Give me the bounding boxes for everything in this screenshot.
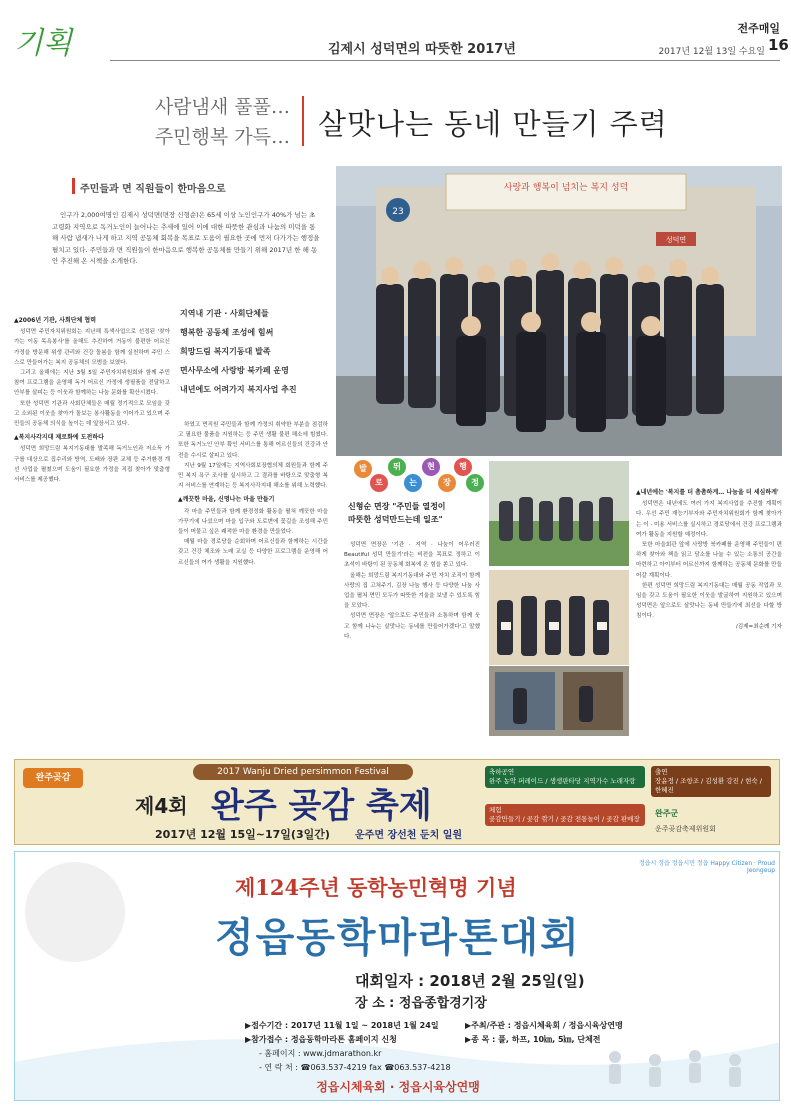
festival-name: 완주 곶감 축제: [211, 786, 432, 826]
summary-line: 면사무소에 사랑방 북카페 운영: [180, 366, 289, 375]
festival-english-title: 2017 Wanju Dried persimmon Festival: [193, 764, 413, 780]
marathon-footer: 정읍시체육회 · 정읍시육상연맹: [316, 1080, 480, 1094]
column-paragraph: 성덕면 희망드림 복지기동대를 발족해 독거노인과 저소득 가구를 대상으로 집수리와 방역, 도배와 장판 교체 등 주거환경 개선 사업을 펼쳤으며 도움이 필요한 가정을 직접 찾아가 맞춤형 서비스를 제공했다.: [14, 446, 170, 484]
slogan-bubble: 현: [422, 458, 440, 476]
marathon-advertisement: [14, 851, 780, 1101]
page-number: 16: [768, 36, 789, 54]
marathon-homepage: - 홈페이지 : www.jdmarathon.kr: [259, 1049, 382, 1058]
slogan-bubble: 행: [454, 458, 472, 476]
interview-title-line: 신형순 면장 "주민들 열정이: [348, 502, 446, 511]
main-photo: [336, 166, 782, 456]
headline-subtitle: [140, 92, 290, 152]
marathon-registration-method: ▶참가접수 : 정읍동학마라톤 홈페이지 신청: [245, 1035, 397, 1044]
lead-paragraph: 인구가 2,000여명인 김제시 성덕면(면장 신형순)은 65세 이상 노인인구가 40%가 넘는 초고령화 지역으로 독거노인이 늘어나는 추세에 있어 이에 대한 따뜻한 관심과 나눔의 미덕을 통해 사람 냄새가 나게 하고 지역 공동체 회복을 목표로 도움이 필요한 곳에 먼저 다가가는 행정을 펼치고 있다. 주민들과 면 직원들이 한마음으로 행복한 공동체를 만들기 위해 2017년 한 해 동안 추진해 온 시책을 소개한다.: [52, 211, 320, 265]
article-column-1: [14, 312, 170, 752]
marathon-title: 정읍동학마라톤대회: [215, 915, 581, 961]
headline: 살맛나는 동네 만들기 주력: [318, 107, 668, 141]
festival-program-1: [485, 766, 645, 788]
photo-certificates: [489, 570, 629, 665]
summary-box: [180, 304, 322, 399]
byline: /김제=최순례 기자: [735, 623, 782, 630]
interview-title: [348, 500, 468, 526]
marathon-host: ▶주최/주관 : 정읍시체육회 / 정읍시육상연맹: [465, 1021, 623, 1030]
festival-advertisement: [14, 759, 780, 845]
summary-line: 지역내 기관 · 사회단체들: [180, 309, 269, 318]
subtitle-line-2: 주민행복 가득…: [154, 126, 290, 148]
article-column-2: [178, 420, 328, 750]
marathon-events: ▶종 목 : 풀, 하프, 10㎞, 5㎞, 단체전: [465, 1035, 601, 1044]
page-header: [0, 0, 791, 64]
program-text: 곶감만들기 / 곶감 깎기 / 곶감 전통놀이 / 곶감 판매장: [489, 815, 640, 823]
festival-edition: 제4회: [135, 794, 188, 818]
slogan-bubble: 는: [404, 474, 422, 492]
program-tag: 축하공연: [489, 768, 515, 776]
issue-date: 2017년 12월 13일 수요일: [658, 47, 765, 57]
column-paragraph: 그리고 올해에는 지난 3월 5일 주민자치위원회와 함께 주민 참여 프로그램을 운영해 독거 어르신 가정에 생필품을 전달하고 안부를 살피는 등 이웃과 함께하는 나눔 문화를 확산시켰다.: [14, 370, 170, 397]
column-paragraph: 한편 성덕면 희망드림 복지기동대는 매월 공동 작업과 모임을 갖고 도움이 필요한 이웃을 발굴하여 지원하고 있으며 성덕면은 앞으로도 살맛나는 동네 만들기에 최선을 다할 방침이다.: [636, 582, 782, 620]
article-column-4: [636, 484, 782, 752]
festival-program-3: [485, 804, 645, 826]
banner-text: 사랑과 행복이 넘치는 복지 성덕: [503, 183, 629, 193]
column-paragraph: 성덕면 면장은 '앞으로도 주민들과 소통하며 함께 웃고 함께 나누는 살맛나는 동네를 만들어가겠다'고 말했다.: [344, 613, 480, 640]
program-text: 완주 농악 퍼레이드 / 생생판타당 지역가수 노래자랑: [489, 777, 636, 785]
address-number: 23: [392, 207, 404, 217]
column-subheading: ▲2006년 기관, 사회단체 협력: [14, 317, 97, 324]
column-paragraph: 하였고 면직원 주민들과 함께 가정의 취약한 부분을 점검하고 필요한 물품을 지원하는 등 주민 생활 불편 해소에 힘썼다. 또한 독거노인 안부 확인 서비스를 통해 어르신들의 건강과 안전을 수시로 살피고 있다.: [178, 422, 328, 459]
photo-home-repair: [489, 666, 629, 736]
slogan-bubble: 로: [370, 474, 388, 492]
column-paragraph: 매월 마을 경로당을 순회하며 어르신들과 함께하는 시간을 갖고 건강 체조와 노래 교실 등 다양한 프로그램을 운영해 어르신들의 여가 생활을 지원했다.: [178, 539, 328, 566]
lead-label: 주민들과 면 직원들이 한마음으로: [80, 180, 226, 195]
program-text: 장윤정 / 조항조 / 김성환 강진 / 현숙 / 한혜진: [655, 777, 762, 794]
header-rule: [110, 60, 780, 61]
photo-hall-gathering: [489, 461, 629, 566]
column-paragraph: 지난 9월 17일에는 지역사회보장협의체 회원들과 함께 주민 복지 욕구 조사를 실시하고 그 결과를 바탕으로 맞춤형 복지 서비스를 연계하는 등 복지사각지대 해소를 위해 노력했다.: [178, 462, 328, 490]
program-tag: 출연: [655, 768, 668, 776]
column-paragraph: 올해는 희망드림 복지기동대와 주민 자치 조직이 함께 사랑의 집 고쳐주기, 김장 나눔 행사 등 다양한 나눔 사업을 펼쳐 면민 모두가 따뜻한 겨울을 보낼 수 있도록 힘을 모았다.: [344, 572, 480, 610]
marathon-anniversary: 제124주년 동학농민혁명 기념: [235, 875, 517, 900]
column-subheading: ▲복지사각지대 제로화에 도전하다: [14, 434, 104, 442]
home-repair-illustration: [489, 666, 629, 736]
marathon-slogan: 정읍시 정읍 정읍시민 정읍 Happy Citizen · Proud Jeongeup: [638, 860, 775, 874]
marathon-date: 대회일자 : 2018년 2월 25일(일): [355, 972, 585, 990]
slogan-bubbles: [336, 456, 486, 496]
article-column-3: [344, 540, 480, 750]
interview-title-line: 따뜻한 성덕만드는데 일조": [348, 515, 443, 524]
marathon-contact: - 연 락 처 : ☎063.537-4219 fax ☎063.537-4218: [259, 1063, 451, 1072]
summary-line: 행복한 공동체 조성에 힘써: [180, 328, 274, 337]
newspaper-name: 전주매일: [737, 22, 780, 35]
column-subheading: ▲내년에는 '복지를 더 촘촘하게… 나눔을 더 세심하게': [636, 489, 779, 496]
slogan-bubble: 정: [466, 474, 484, 492]
festival-venue: 운주면 장선천 둔치 일원: [355, 830, 463, 841]
slogan-bubble: 발: [354, 460, 372, 478]
column-paragraph: 또한 성덕면 기관과 사회단체들은 매월 정기적으로 모임을 갖고 소외된 이웃을 찾아가 돌보는 봉사활동을 이어가고 있으며 주민들의 공동체 의식을 높이는 데 앞장서고 있다.: [14, 400, 170, 428]
slogan-bubble: 뛰: [388, 458, 406, 476]
column-paragraph: 성덕면은 내년에도 여러 가지 복지사업을 추진할 계획이다. 우선 주민 재능기부자와 주민자치위원회가 함께 찾아가는 이 · 미용 서비스를 실시하고 경로당에서 건강 프로그램과 여가 활동을 지원할 예정이다.: [636, 501, 782, 538]
column-paragraph: 또한 마을회관 앞에 사랑방 북카페를 운영해 주민들이 편하게 찾아와 책을 읽고 담소를 나눌 수 있는 소통의 공간을 마련하고 아이부터 어르신까지 함께하는 공동체 문화를 만들어갈 계획이다.: [636, 542, 782, 579]
section-tag: 기획: [14, 26, 72, 61]
festival-organizer: 운주곶감축제위원회: [655, 825, 716, 833]
office-sign: 성덕면: [665, 236, 687, 244]
summary-line: 희망드림 복지기동대 발족: [180, 347, 271, 356]
column-paragraph: 성덕면 주민자치위원회는 지난해 특색사업으로 선정된 '찾아가는 이동 목욕봉사'를 올해도 추진하여 거동이 불편한 어르신 가정을 방문해 위생 관리와 건강 돌봄을 함께 실천하며 주민 스스로 만들어가는 복지 공동체의 모범을 보였다.: [14, 329, 170, 366]
slogan-bubble: 장: [438, 474, 456, 492]
hall-gathering-illustration: [489, 461, 629, 566]
summary-line: 내년에도 어려가지 복지사업 추진: [180, 385, 297, 394]
program-tag: 체험: [489, 806, 502, 814]
column-subheading: ▲깨끗한 마을, 신명나는 마을 만들기: [178, 496, 275, 504]
festival-sponsor: 완주군: [655, 809, 679, 818]
festival-logo: 완주곶감: [23, 768, 83, 788]
festival-date: 2017년 12월 15일~17일(3일간): [155, 828, 330, 841]
column-paragraph: 성덕면 면장은 '기관 · 지역 · 나눔이 어우러진 Beautiful 성덕 만들기'라는 비전을 목표로 정하고 이 초석이 바탕이 된 공동체 회복에 온 힘을 쏟고 있다.: [344, 542, 480, 569]
marathon-place: 장 소 : 정읍종합경기장: [355, 996, 487, 1011]
group-photo-illustration: [336, 166, 782, 456]
headline-divider: [302, 96, 304, 146]
subtitle-line-1: 사람냄새 풀풀…: [154, 96, 290, 118]
festival-program-2: [651, 766, 771, 797]
certificates-illustration: [489, 570, 629, 665]
column-paragraph: 각 마을 주민들과 함께 환경정화 활동을 펼쳐 깨끗한 마을 가꾸기에 나섰으며 마을 입구와 도로변에 꽃길을 조성해 주민들이 머물고 싶은 쾌적한 마을 환경을 만들었다.: [178, 508, 328, 536]
marathon-registration-period: ▶접수기간 : 2017년 11월 1일 ~ 2018년 1월 24일: [245, 1021, 439, 1030]
page-topic: 김제시 성덕면의 따뜻한 2017년: [328, 42, 516, 57]
